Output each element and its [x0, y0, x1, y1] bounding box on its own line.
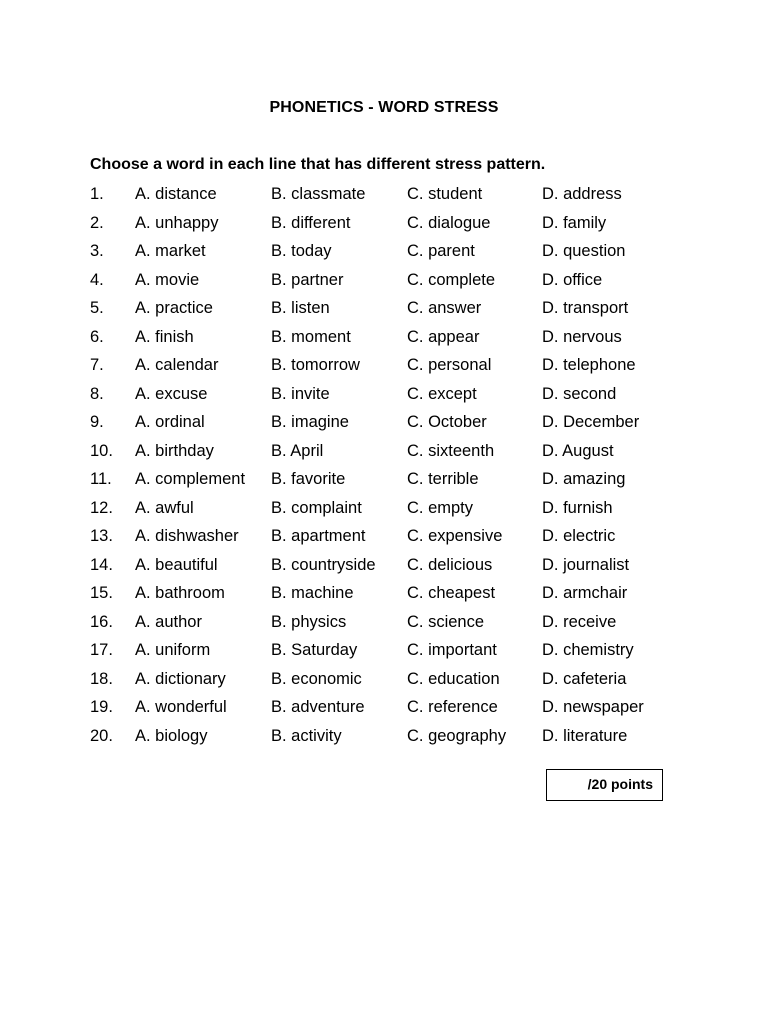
- option-d: D. literature: [542, 726, 628, 745]
- option-b: B. imagine: [271, 413, 349, 431]
- question-row: [90, 608, 690, 637]
- question-row: [90, 351, 690, 380]
- option-b: B. economic: [271, 669, 362, 688]
- question-number: 17.: [90, 641, 113, 659]
- question-row: [90, 294, 690, 323]
- option-c: C. except: [407, 384, 477, 403]
- option-d: D. August: [542, 441, 614, 460]
- question-number: 6.: [90, 327, 104, 346]
- question-row: [90, 522, 690, 551]
- option-b: B. physics: [271, 612, 347, 631]
- question-number: 13.: [90, 527, 113, 545]
- option-d: D. family: [542, 213, 607, 232]
- option-c: C. personal: [407, 356, 492, 374]
- option-a: A. dictionary: [135, 669, 226, 688]
- question-number: 15.: [90, 584, 113, 602]
- option-a: A. beautiful: [135, 555, 218, 574]
- option-d: D. transport: [542, 299, 629, 317]
- question-number: 7.: [90, 356, 104, 374]
- option-c: C. empty: [407, 498, 474, 517]
- question-number: 20.: [90, 726, 113, 745]
- question-row: [90, 237, 690, 266]
- option-a: A. excuse: [135, 384, 208, 403]
- option-a: A. practice: [135, 299, 213, 317]
- option-b: B. countryside: [271, 555, 376, 574]
- question-number: 8.: [90, 384, 104, 403]
- option-b: B. listen: [271, 299, 330, 317]
- option-c: C. sixteenth: [407, 441, 495, 460]
- option-a: A. ordinal: [135, 413, 205, 431]
- option-d: D. journalist: [542, 555, 630, 574]
- option-c: C. dialogue: [407, 213, 491, 232]
- question-number: 19.: [90, 698, 113, 716]
- question-list: [90, 180, 690, 750]
- option-a: A. complement: [135, 470, 246, 488]
- option-a: A. unhappy: [135, 213, 219, 232]
- option-b: B. classmate: [271, 185, 366, 203]
- option-a: A. movie: [135, 270, 200, 289]
- option-d: D. cafeteria: [542, 669, 627, 688]
- question-row: [90, 209, 690, 238]
- option-c: C. important: [407, 641, 497, 659]
- option-c: C. education: [407, 669, 500, 688]
- option-a: A. calendar: [135, 356, 219, 374]
- option-a: A. uniform: [135, 641, 211, 659]
- question-row: [90, 693, 690, 722]
- question-number: 2.: [90, 213, 104, 232]
- option-c: C. student: [407, 185, 483, 203]
- question-row: [90, 665, 690, 694]
- option-b: B. complaint: [271, 498, 362, 517]
- option-d: D. question: [542, 242, 626, 260]
- option-c: C. October: [407, 413, 487, 431]
- question-number: 11.: [90, 470, 112, 488]
- option-b: B. today: [271, 242, 332, 260]
- option-c: C. cheapest: [407, 584, 496, 602]
- option-a: A. birthday: [135, 441, 214, 460]
- option-b: B. adventure: [271, 698, 365, 716]
- option-d: D. amazing: [542, 470, 626, 488]
- option-a: A. wonderful: [135, 698, 227, 716]
- score-box: [546, 769, 663, 801]
- option-b: B. April: [271, 441, 324, 460]
- option-a: A. author: [135, 612, 202, 631]
- option-b: B. partner: [271, 270, 344, 289]
- question-number: 1.: [90, 185, 104, 203]
- option-c: C. terrible: [407, 470, 479, 488]
- question-row: [90, 551, 690, 580]
- page-title: PHONETICS - WORD STRESS: [269, 99, 499, 116]
- option-d: D. receive: [542, 612, 617, 631]
- option-a: A. market: [135, 242, 206, 260]
- option-d: D. telephone: [542, 356, 636, 374]
- option-a: A. distance: [135, 185, 217, 203]
- question-row: [90, 180, 690, 209]
- question-row: [90, 722, 690, 751]
- option-a: A. dishwasher: [135, 527, 239, 545]
- option-b: B. different: [271, 213, 351, 232]
- option-d: D. second: [542, 384, 617, 403]
- option-d: D. nervous: [542, 327, 622, 346]
- option-a: A. finish: [135, 327, 194, 346]
- option-c: C. reference: [407, 698, 498, 716]
- option-c: C. parent: [407, 242, 475, 260]
- option-d: D. electric: [542, 527, 616, 545]
- option-d: D. furnish: [542, 498, 613, 517]
- option-a: A. biology: [135, 726, 208, 745]
- option-c: C. geography: [407, 726, 507, 745]
- question-row: [90, 380, 690, 409]
- option-b: B. activity: [271, 726, 342, 745]
- option-b: B. moment: [271, 327, 351, 346]
- option-b: B. apartment: [271, 527, 366, 545]
- question-row: [90, 579, 690, 608]
- question-number: 4.: [90, 270, 104, 289]
- question-row: [90, 636, 690, 665]
- option-d: D. December: [542, 413, 640, 431]
- option-d: D. newspaper: [542, 698, 644, 716]
- question-number: 9.: [90, 413, 104, 431]
- option-b: B. machine: [271, 584, 354, 602]
- question-row: [90, 437, 690, 466]
- question-number: 16.: [90, 612, 113, 631]
- option-c: C. complete: [407, 270, 496, 289]
- score-label: /20 points: [587, 776, 653, 792]
- option-a: A. awful: [135, 498, 194, 517]
- option-b: B. favorite: [271, 470, 346, 488]
- question-number: 14.: [90, 555, 113, 574]
- option-b: B. tomorrow: [271, 356, 360, 374]
- question-row: [90, 494, 690, 523]
- question-row: [90, 465, 690, 494]
- question-number: 3.: [90, 242, 104, 260]
- option-a: A. bathroom: [135, 584, 225, 602]
- question-number: 10.: [90, 441, 113, 460]
- question-row: [90, 323, 690, 352]
- instruction-text: Choose a word in each line that has different stress pattern.: [90, 156, 546, 173]
- question-number: 18.: [90, 669, 113, 688]
- option-d: D. chemistry: [542, 641, 634, 659]
- question-row: [90, 408, 690, 437]
- option-b: B. Saturday: [271, 641, 358, 659]
- option-d: D. armchair: [542, 584, 628, 602]
- option-c: C. appear: [407, 327, 480, 346]
- question-number: 5.: [90, 299, 104, 317]
- option-b: B. invite: [271, 384, 330, 403]
- option-c: C. answer: [407, 299, 482, 317]
- option-d: D. office: [542, 270, 603, 289]
- option-c: C. science: [407, 612, 485, 631]
- question-row: [90, 266, 690, 295]
- option-c: C. expensive: [407, 527, 503, 545]
- question-number: 12.: [90, 498, 113, 517]
- option-d: D. address: [542, 185, 622, 203]
- option-c: C. delicious: [407, 555, 493, 574]
